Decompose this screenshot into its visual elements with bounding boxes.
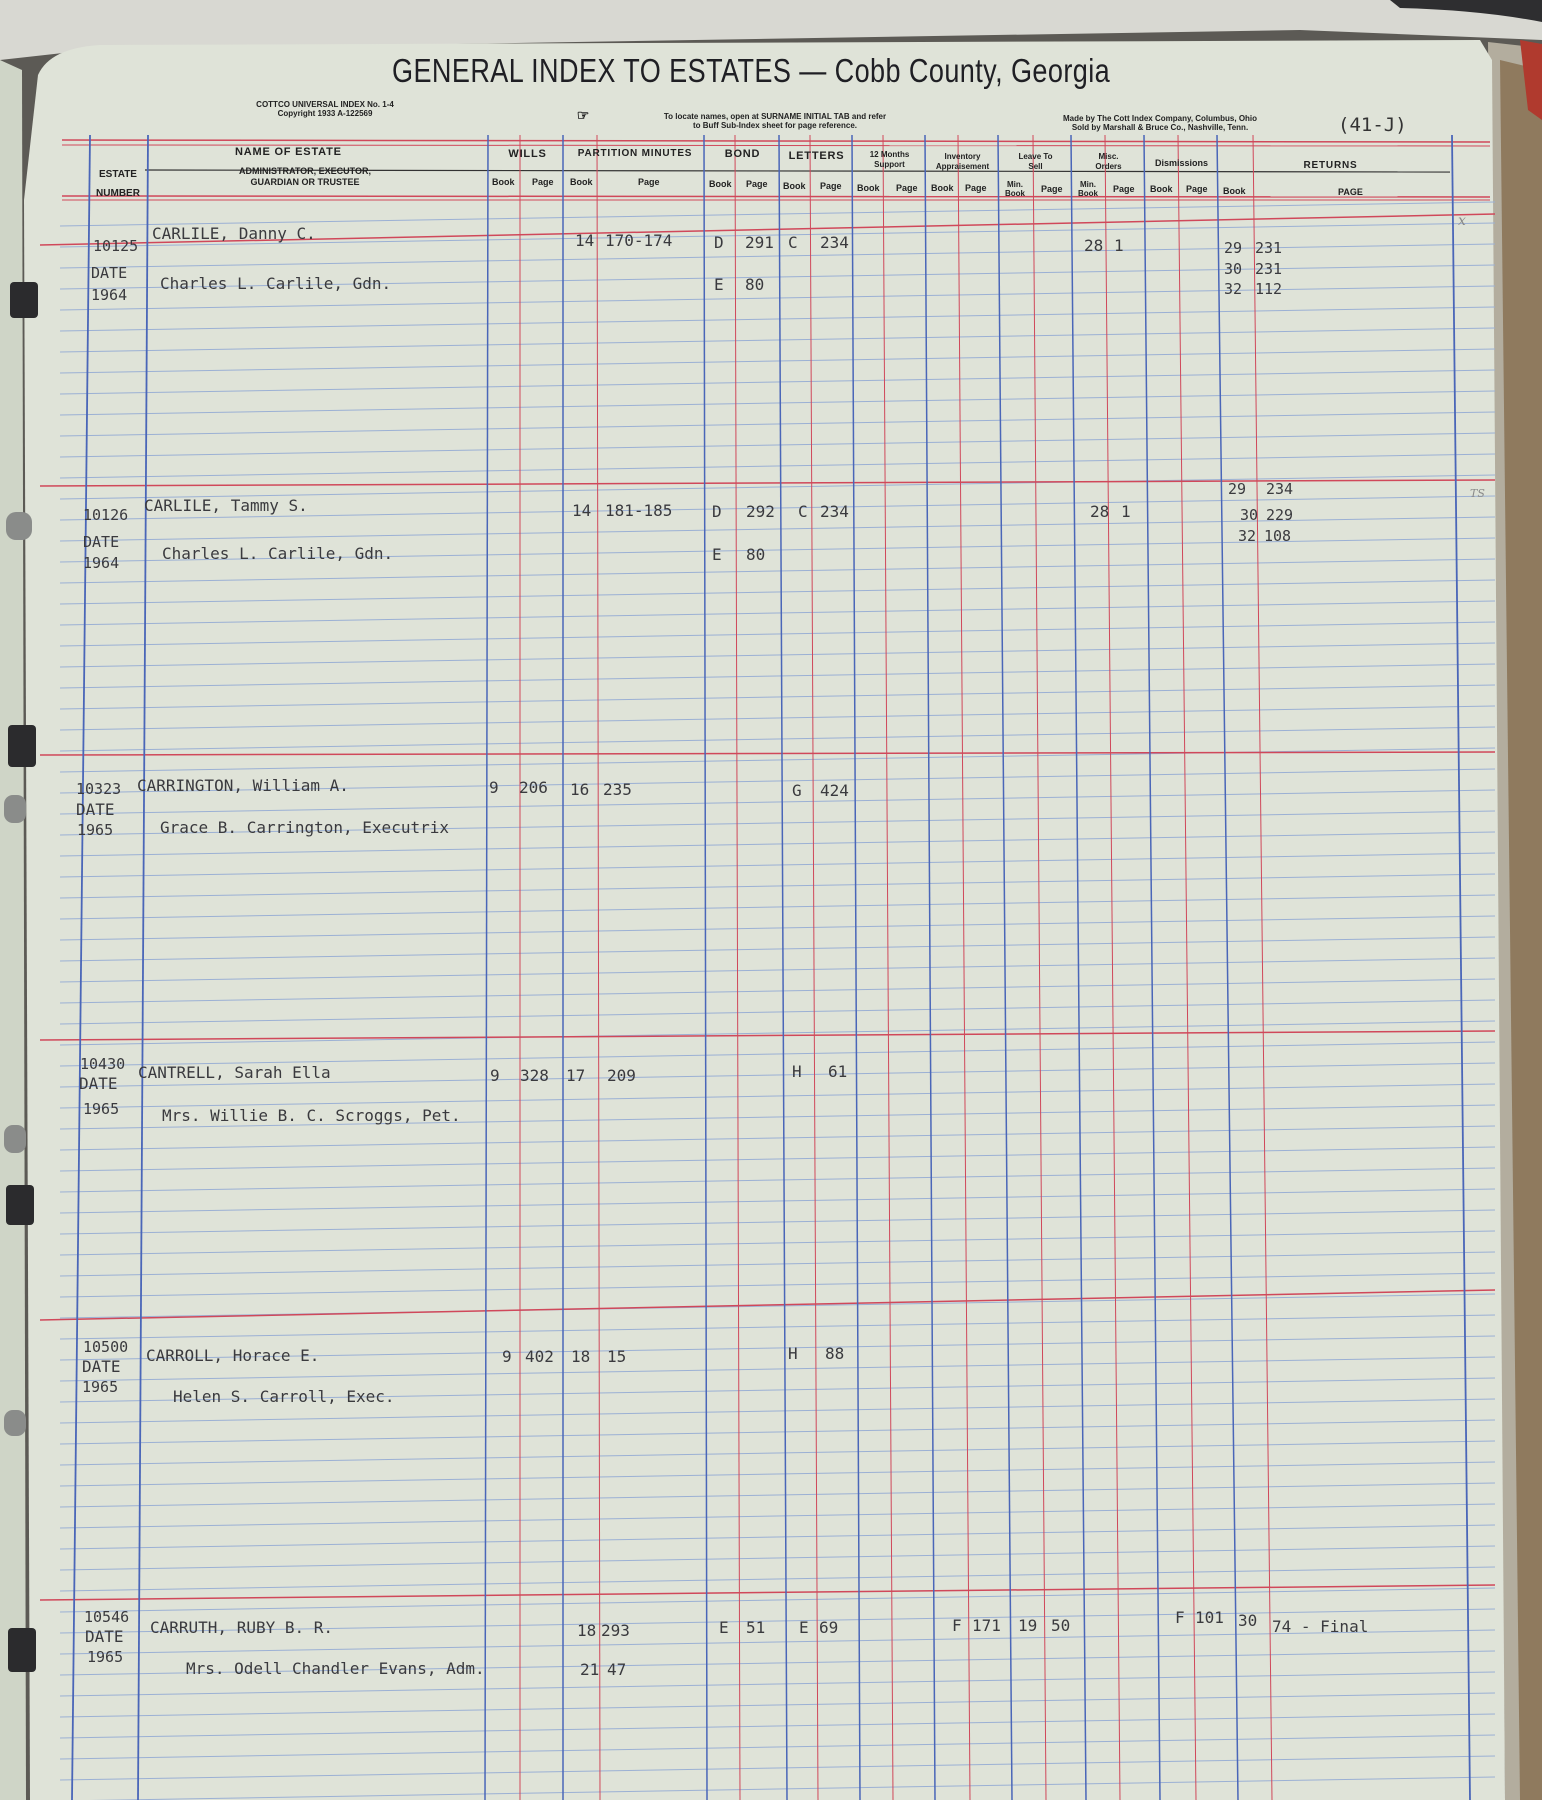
estate-name: CARLILE, Danny C.: [152, 224, 316, 243]
date-label: DATE: [83, 533, 120, 551]
wills-page: 328: [520, 1066, 549, 1085]
leave-page: 50: [1051, 1616, 1071, 1635]
returns-page: 231: [1255, 239, 1283, 257]
returns-page: 112: [1255, 280, 1283, 298]
estate-number: 10125: [93, 237, 139, 255]
header-estate-number: ESTATE NUMBER: [96, 169, 140, 199]
fiduciary-name: Charles L. Carlile, Gdn.: [162, 544, 394, 563]
misc-book: 28: [1090, 502, 1110, 521]
support-page-label: Page: [896, 183, 918, 193]
dismissions-book-label: Book: [1150, 184, 1173, 194]
inventory-page: 171: [972, 1616, 1001, 1635]
returns-book: 32: [1224, 280, 1243, 298]
misc-page: 1: [1121, 502, 1131, 521]
margin-check-mark: x: [1458, 213, 1466, 229]
estate-number: 10323: [76, 780, 122, 798]
estate-name: CARROLL, Horace E.: [146, 1346, 320, 1365]
partition-book: 14: [572, 501, 592, 520]
partition-book: 14: [575, 231, 595, 250]
partition-book: 18: [577, 1621, 597, 1640]
misc-min-book-label: Min. Book: [1078, 180, 1098, 198]
header-returns: RETURNS: [1303, 160, 1358, 171]
estate-year: 1964: [91, 286, 128, 304]
locate-instructions: To locate names, open at SURNAME INITIAL TAB and refer to Buff Sub-Index sheet for page reference.: [663, 112, 887, 130]
returns-page: 74 - Final: [1272, 1617, 1369, 1636]
estate-year: 1965: [82, 1378, 119, 1396]
pointing-hand-icon: ☞: [576, 107, 590, 123]
date-label: DATE: [82, 1357, 121, 1376]
letters-book: E: [799, 1618, 809, 1637]
partition-book: 18: [571, 1347, 591, 1366]
estate-number: 10126: [83, 506, 129, 524]
leave-min-book-label: Min. Book: [1005, 180, 1025, 198]
header-leave-to-sell: Leave To Sell: [1018, 152, 1053, 171]
returns-book: 29: [1228, 480, 1247, 498]
dismissions-page: 101: [1195, 1608, 1224, 1627]
fiduciary-name: Mrs. Odell Chandler Evans, Adm.: [186, 1659, 485, 1678]
dismissions-book: F: [1175, 1608, 1185, 1627]
partition-page: 235: [603, 780, 632, 799]
misc-book: 28: [1084, 236, 1104, 255]
letters-page: 88: [825, 1344, 845, 1363]
inventory-page-label: Page: [965, 183, 987, 193]
letters-page: 424: [820, 781, 849, 800]
returns-book: 30: [1238, 1611, 1258, 1630]
date-label: DATE: [91, 264, 128, 282]
bond-page: 80: [746, 545, 766, 564]
support-book-label: Book: [857, 183, 880, 193]
partition-book-label: Book: [570, 177, 593, 187]
returns-page: 234: [1266, 480, 1294, 498]
estate-name: CARRINGTON, William A.: [137, 776, 349, 795]
partition-page-label: Page: [638, 177, 660, 187]
partition-page: 15: [607, 1347, 627, 1366]
returns-book-label: Book: [1223, 186, 1246, 196]
letters-book: C: [798, 502, 808, 521]
wills-page: 402: [525, 1347, 554, 1366]
returns-page: 229: [1266, 506, 1294, 524]
wills-book: 9: [489, 778, 499, 797]
index-copyright: COTTCO UNIVERSAL INDEX No. 1-4 Copyright 1933 A-122569: [256, 100, 394, 118]
date-label: DATE: [85, 1627, 124, 1646]
header-bottom-rule: [62, 196, 1490, 197]
fiduciary-name: Mrs. Willie B. C. Scroggs, Pet.: [162, 1106, 461, 1125]
returns-book: 30: [1224, 260, 1243, 278]
partition-book: 17: [566, 1066, 586, 1085]
margin-initials: TS: [1470, 487, 1485, 500]
bond-book: E: [712, 545, 722, 564]
bond-page: 51: [746, 1618, 766, 1637]
returns-page: 231: [1255, 260, 1283, 278]
returns-book: 30: [1240, 506, 1259, 524]
letters-book: C: [788, 233, 798, 252]
estate-number: 10500: [83, 1338, 129, 1356]
wills-book: 9: [502, 1347, 512, 1366]
page-title: GENERAL INDEX TO ESTATES — Cobb County, Georgia: [392, 52, 1111, 89]
returns-page: 108: [1264, 527, 1292, 545]
wills-book-label: Book: [492, 177, 515, 187]
letters-page: 234: [820, 233, 849, 252]
estate-year: 1964: [83, 554, 120, 572]
letters-book: H: [788, 1344, 798, 1363]
wills-page-label: Page: [532, 177, 554, 187]
returns-book: 32: [1238, 527, 1257, 545]
partition-page: 209: [607, 1066, 636, 1085]
letters-page: 61: [828, 1062, 848, 1081]
leave-page-label: Page: [1041, 184, 1063, 194]
bond-book: E: [719, 1618, 729, 1637]
header-12-months-support: 12 Months Support: [869, 150, 910, 169]
returns-book: 29: [1224, 239, 1243, 257]
header-dismissions: Dismissions: [1154, 158, 1209, 168]
partition-page: 170-174: [605, 231, 673, 250]
header-inventory-appraisement: Inventory Appraisement: [935, 152, 990, 171]
leave-book: 19: [1018, 1616, 1038, 1635]
bond-book: D: [712, 502, 722, 521]
bond-page: 80: [745, 275, 765, 294]
letters-book: G: [792, 781, 802, 800]
bond-book-label: Book: [709, 179, 732, 189]
estate-year: 1965: [83, 1100, 120, 1118]
partition-book: 16: [570, 780, 590, 799]
page-reference: (41-J): [1338, 114, 1407, 136]
header-bond: BOND: [724, 148, 761, 160]
bond-page: 291: [745, 233, 774, 252]
letters-page: 69: [819, 1618, 839, 1637]
estate-number: 10430: [80, 1055, 126, 1073]
fiduciary-name: Charles L. Carlile, Gdn.: [160, 274, 392, 293]
maker-credit: Made by The Cott Index Company, Columbus, Ohio Sold by Marshall & Bruce Co., Nashville, Tenn.: [1062, 114, 1258, 132]
bond-page: 292: [746, 502, 775, 521]
misc-page: 1: [1114, 236, 1124, 255]
partition-page: 47: [607, 1660, 627, 1679]
estate-name: CARLILE, Tammy S.: [144, 496, 308, 515]
header-letters: LETTERS: [788, 150, 845, 162]
inventory-book: F: [952, 1616, 962, 1635]
returns-page-label: PAGE: [1338, 187, 1363, 197]
partition-page: 181-185: [605, 501, 673, 520]
header-fiduciary: ADMINISTRATOR, EXECUTOR, GUARDIAN OR TRUSTEE: [238, 166, 371, 187]
estate-name: CANTRELL, Sarah Ella: [138, 1063, 331, 1082]
bond-book: D: [714, 233, 724, 252]
bond-page-label: Page: [746, 179, 768, 189]
misc-page-label: Page: [1113, 184, 1135, 194]
wills-page: 206: [519, 778, 548, 797]
fiduciary-name: Grace B. Carrington, Executrix: [160, 818, 449, 837]
estate-name: CARRUTH, RUBY B. R.: [150, 1618, 334, 1637]
header-name-of-estate: NAME OF ESTATE: [235, 146, 342, 158]
partition-page: 293: [601, 1621, 630, 1640]
letters-page-label: Page: [820, 181, 842, 191]
letters-page: 234: [820, 502, 849, 521]
dismissions-page-label: Page: [1186, 184, 1208, 194]
header-wills: WILLS: [508, 148, 547, 160]
inventory-book-label: Book: [931, 183, 954, 193]
bond-book: E: [714, 275, 724, 294]
letters-book: H: [792, 1062, 802, 1081]
header-misc-orders: Misc. Orders: [1095, 152, 1122, 171]
fiduciary-name: Helen S. Carroll, Exec.: [173, 1387, 395, 1406]
estate-year: 1965: [87, 1648, 124, 1666]
partition-book: 21: [580, 1660, 600, 1679]
wills-book: 9: [490, 1066, 500, 1085]
date-label: DATE: [79, 1074, 118, 1093]
header-partition-minutes: PARTITION MINUTES: [577, 148, 693, 159]
letters-book-label: Book: [783, 181, 806, 191]
date-label: DATE: [76, 800, 115, 819]
estate-number: 10546: [84, 1608, 130, 1626]
estate-year: 1965: [77, 821, 114, 839]
